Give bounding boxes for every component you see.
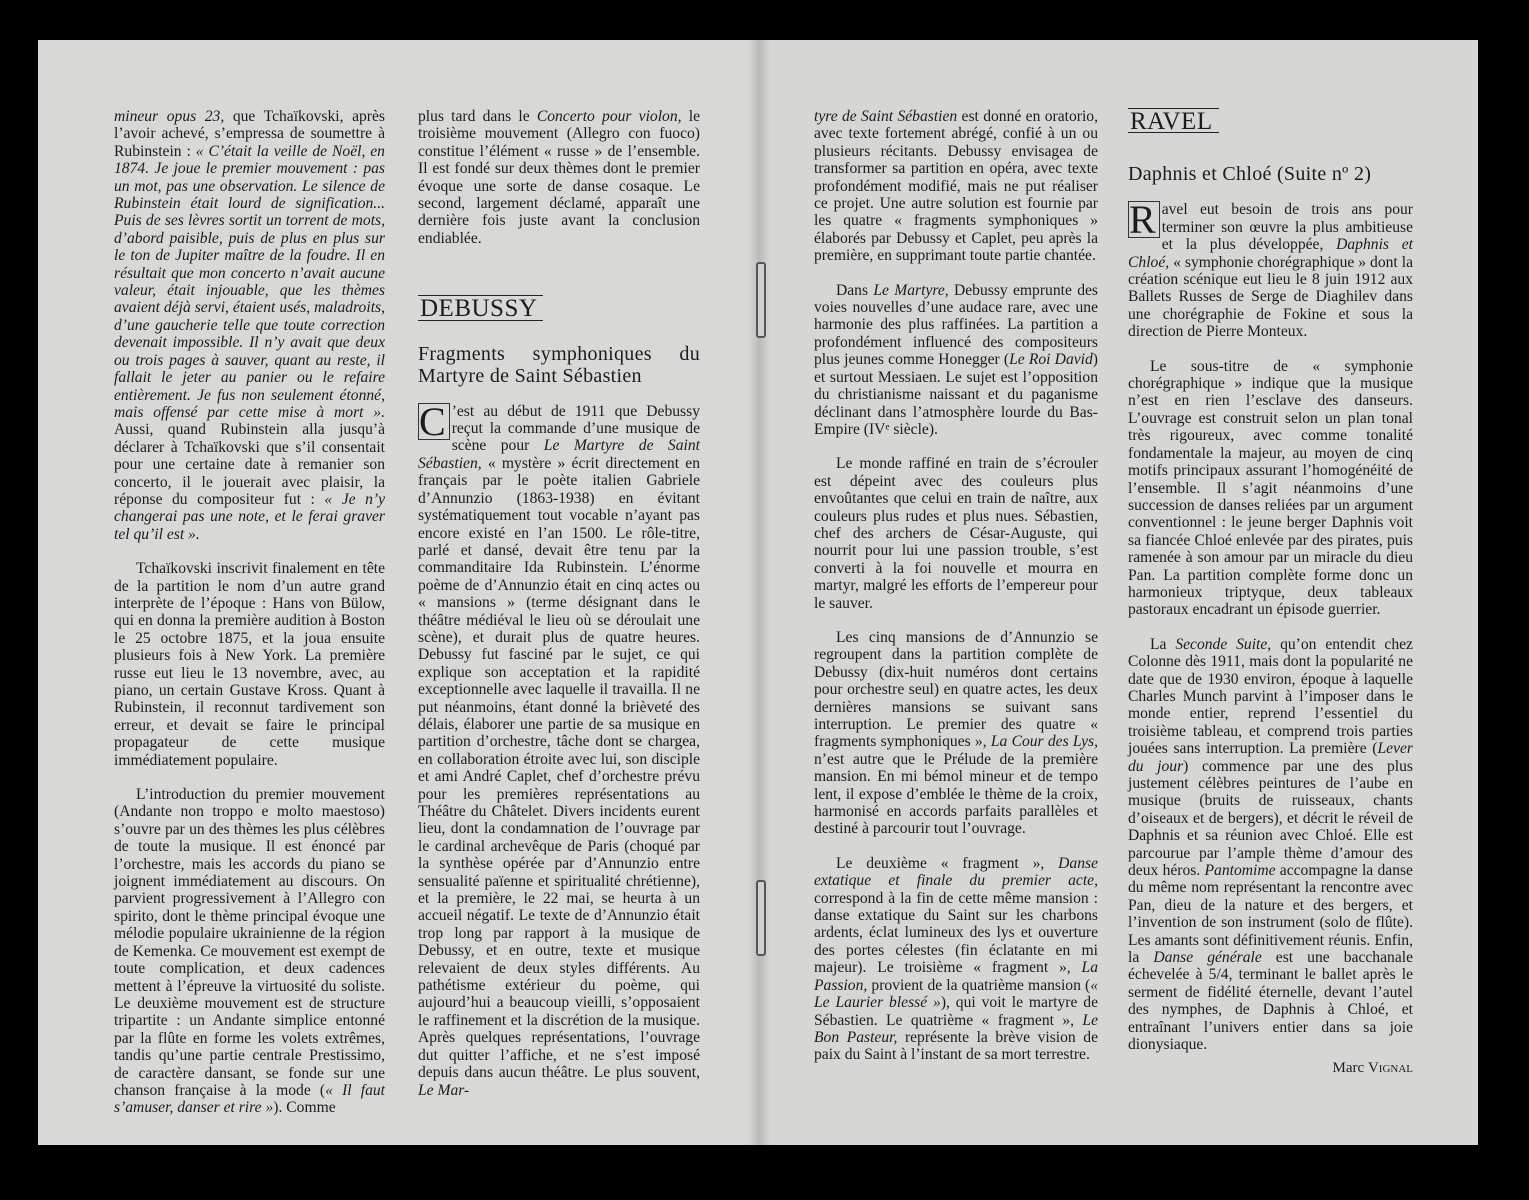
text-italic: Le Martyre, xyxy=(873,281,949,299)
text: est une bacchanale échevelée à 5/4, terminant le ballet après le serment de fidélité éternelle, devant l’autel des nymphes, de Daphnis à Chloé, et entraînant l’univers entier dans sa joie dionysiaque. xyxy=(1128,949,1413,1054)
author-first-name: Marc xyxy=(1332,1059,1368,1076)
text-italic: mineur opus 23, xyxy=(114,108,225,125)
column-4 xyxy=(1128,108,1413,1077)
text: plus tard dans le xyxy=(418,108,537,125)
text: ) commence par une des plus justement célèbres peintures de l’aube en musique (bruits de ruisseaux, chants d’oiseaux et de bergers), et décrit le réveil de Daphnis et sa réunion avec Chloé. Elle est parcourue par l’ample thème d’amour des deux héros. xyxy=(1128,757,1413,880)
text-italic: Le Bon Pasteur, xyxy=(814,1011,1098,1046)
text: ). Comme xyxy=(273,1099,336,1117)
quote: « Il faut s’amuser, danser et rire » xyxy=(114,1081,385,1117)
text-italic: Le Martyre de Saint Sébastien, xyxy=(418,437,700,472)
column-1 xyxy=(114,108,385,1134)
text: La xyxy=(1150,635,1176,653)
text-italic: La Passion, xyxy=(814,959,1098,994)
quote: « Je n’y changerai pas une note, et le ferai graver tel qu’il est ». xyxy=(114,490,385,543)
text: représente la brève vision de paix du Saint à l’instant de sa mort terrestre. xyxy=(814,1028,1098,1064)
text: Le deuxième « fragment », xyxy=(836,854,1059,872)
text-italic: Le Roi David xyxy=(1009,351,1093,369)
paragraph xyxy=(114,786,385,1117)
staple-bottom xyxy=(756,880,766,956)
text-italic: La Cour des Lys, xyxy=(990,733,1098,751)
text-italic: Lever du jour xyxy=(1128,740,1413,775)
text-italic: Pantomime xyxy=(1204,862,1276,880)
column-3 xyxy=(814,108,1098,1081)
text: Les cinq mansions de d’Annunzio se regroupent dans la partition complète de Debussy (dix-huit numéros dont certains pour orchestre seul) en quatre actes, les deux dernières mansions se suivant sans interruption. Le premier des quatre « fragments symphoniques », xyxy=(814,628,1098,751)
paragraph xyxy=(814,108,1098,265)
author-signature xyxy=(1128,1060,1413,1077)
paragraph: Tchaïkovski inscrivit finalement en tête de la partition le nom d’un autre grand interprète de l’époque : Hans von Bülow, qui en donna la première audition à Boston le 25 octobre 1875, et la joua ensuite plusieurs fois à New York. La première russe eut lieu le 13 novembre, avec, au piano, un certain Gustave Kross. Quant à Rubinstein, il reconnut tardivement son erreur, et devait se faire le principal propagateur de cette musique immédiatement populaire. xyxy=(114,560,385,769)
text: ’est au début de 1911 que Debussy reçut la commande d’une musique de scène pour xyxy=(451,402,700,455)
text: L’introduction du premier mouvement (Andante non troppo e molto maestoso) s’ouvre par un des thèmes les plus célèbres de toute la musique. Il est énoncé par l’orchestre, mais les accords du piano se joignent immédiatement au discours. On parvient progressivement à l’Allegro con spirito, dont le thème principal évoque une mélodie populaire ukrainienne de la région de Kemenka. Ce mouvement est exempt de toute complication, et deux cadences mettent à l’épreuve la virtuosité du soliste. Le deuxième mouvement est de structure tripartite : un Andante simplice entonné par la flûte en forme les volets extrêmes, tandis qu’une partie centrale Prestissimo, de caractère dansant, se fonde sur une chanson française à la mode ( xyxy=(114,786,385,1099)
text: provient de la quatrième mansion ( xyxy=(867,976,1091,994)
paragraph xyxy=(1128,636,1413,1054)
drop-cap: R xyxy=(1128,201,1160,238)
section-heading: DEBUSSY xyxy=(418,295,543,320)
paragraph xyxy=(418,398,700,1099)
text: est donné en oratorio, avec texte fortement abrégé, confié à un ou plusieurs récitants. Debussy envisagea de transformer sa partition en opéra, avec texte profondément modifié, mais ne put réaliser ce projet. Une autre solution est fournie par les quatre « fragments symphoniques » élaborés par Debussy et Caplet, peu après la première, en supprimant toute partie chantée. xyxy=(814,108,1098,265)
column-2 xyxy=(418,108,700,1116)
text-italic: tyre de Saint Sébastien xyxy=(814,108,958,125)
paragraph xyxy=(814,855,1098,1064)
section-heading: RAVEL xyxy=(1128,108,1219,133)
staple-top xyxy=(756,262,766,338)
text: Debussy emprunte des voies nouvelles d’une audace rare, avec une harmonie des plus raffinées. La partition a profondément influencé des compositeurs plus jeunes comme Honegger ( xyxy=(814,281,1098,369)
text: « mystère » écrit directement en français par le poète italien Gabriele d’Annunzio (1863-1938) en évitant systématiquement tout vocable n’ayant pas encore existé en l’an 1500. Le rôle-titre, parlé et dansé, devait être tenu par la commanditaire Ida Rubinstein. L’énorme poème de d’Annunzio était en cinq actes ou « mansions » (terme désignant dans le théâtre médiéval le lieu où se déroulait une scène), et durait plus de quatre heures. Debussy fut fasciné par le sujet, ce qui explique son acceptation et la rapidité exceptionnelle avec laquelle il travailla. Il ne put néanmoins, étant donné la brièveté des délais, élaborer une partie de sa musique en partition d’orchestre, tâche dont se chargea, en collaboration étroite avec lui, son disciple et ami André Caplet, chef d’orchestre prévu pour les premières représentations au Théâtre du Châtelet. Divers incidents eurent lieu, dont la condamnation de l’ouvrage par le cardinal archevêque de Paris (choqué par la synthèse opérée par d’Annunzio entre sensualité païenne et spiritualité chrétienne), et la première, le 22 mai, se heurta à un accueil négatif. Le texte de d’Annunzio était trop long par rapport à la musique de Debussy, et en outre, texte et musique relevaient de deux styles différents. Au pathétisme extérieur du poème, qui aujourd’hui a beaucoup vieilli, s’opposaient le raffinement et la discrétion de la musique. Après quelques représentations, l’ouvrage dut quitter l’affiche, et ne s’est imposé depuis dans aucun théâtre. Le plus souvent, xyxy=(418,454,700,1082)
text-italic: Seconde Suite, xyxy=(1175,635,1272,653)
drop-cap: C xyxy=(418,403,450,440)
paragraph xyxy=(418,108,700,247)
paragraph xyxy=(814,629,1098,838)
text: le troisième mouvement (Allegro con fuoco) constitue l’élément « russe » de l’ensemble. Il est fondé sur deux thèmes dont le premier évoque une sorte de danse cosaque. Le second, largement déclamé, apparaît une dernière fois juste avant la conclusion endiablée. xyxy=(418,108,701,247)
text: ), qui voit le martyre de Sébastien. Le quatrième « fragment », xyxy=(814,994,1098,1029)
booklet-fold xyxy=(748,40,770,1145)
text: « symphonie chorégraphique » dont la création scénique eut lieu le 8 juin 1912 aux Ballets Russes de Serge de Diaghilev dans une chorégraphie de Fokine et sous la direction de Pierre Monteux. xyxy=(1128,253,1413,341)
text: ) et surtout Messiaen. Le sujet est l’opposition du christianisme naissant et du paganisme déclinant dans l’atmosphère lourde du Bas-Empire (IVᵉ siècle). xyxy=(814,351,1098,438)
text: qu’on entendit chez Colonne dès 1911, mais dont la popularité ne date que de 1930 environ, époque à laquelle Charles Munch parvint à l’imposer dans le monde entier, reprend l’essentiel du troisième tableau, et comprend trois parties jouées sans interruption. La première ( xyxy=(1128,635,1413,758)
text-italic: Danse extatique et finale du premier acte, xyxy=(814,854,1098,890)
paragraph: Le sous-titre de « symphonie chorégraphique » indique que la musique n’est en rien l’esclave des danseurs. L’ouvrage est construit selon un plan tonal très rigoureux, avec comme tonalité fondamentale la majeur, au moyen de cinq motifs principaux assurant l’homogénéité de l’ensemble. Il s’agit néanmoins d’une succession de danses reliées par un argument conventionnel : le jeune berger Daphnis voit sa fiancée Chloé enlevée par des pirates, puis ramenée à son amour par un miracle du dieu Pan. La partition complète forme donc un harmonieux triptyque, deux tableaux pastoraux encadrant un épisode guerrier. xyxy=(1128,357,1413,619)
text-italic: Daphnis et Chloé, xyxy=(1128,236,1413,271)
text-italic: « Le Laurier blessé » xyxy=(814,976,1098,1012)
quote: « C’était la veille de Noël, en 1874. Je joue le premier mouvement : pas un mot, pas une observation. Le silence de Rubinstein était lourd de signification... Puis de ses lèvres sortit un torrent de mots, d’abord paisible, puis de plus en plus sur le ton de Jupiter maître de la foudre. Il en résultait que mon concerto n’avait aucune valeur, était injouable, que les thèmes avaient déjà servi, étaient usés, maladroits, d’une gaucherie telle que toute correction devenait impossible. Il n’y avait que deux ou trois pages à sauver, quant au reste, il fallait le jeter au panier ou le refaire entièrement. Je fus non seulement étonné, mais offensé par cette mise à mort ». xyxy=(114,142,385,421)
text: correspond à la fin de cette même mansion : danse extatique du Saint sur les charbons ardents, éclat lumineux des lys et ouverture des portes célestes (fin éclatante en mi majeur). Le troisième « fragment », xyxy=(814,889,1098,977)
author-last-name: Vignal xyxy=(1367,1059,1413,1076)
text-italic: Danse générale xyxy=(1153,949,1262,967)
paragraph xyxy=(114,108,385,543)
text-italic: Concerto pour violon, xyxy=(536,108,682,125)
section-subheading: Fragments symphoniques du Martyre de Saint Sébastien xyxy=(418,342,700,387)
text: n’est autre que le Prélude de la première mansion. En mi bémol mineur et de tempo lent, il expose d’emblée le thème de la croix, harmonisé en accords parfaits parallèles et destiné à parcourir tout l’ouvrage. xyxy=(814,750,1098,838)
text: accompagne la danse du même nom représentant la rencontre avec Pan, dieu de la nature et des bergers, et l’invention de son instrument (solo de flûte). Les amants sont définitivement réunis. Enfin, la xyxy=(1128,862,1413,967)
text: Aussi, quand Rubinstein alla jusqu’à déclarer à Tchaïkovski que s’il consentait pour une certaine date à remanier son concerto, il le jouerait avec plaisir, la réponse du compositeur fut : xyxy=(114,421,385,508)
text-italic: Le Mar- xyxy=(418,1081,470,1099)
text: que Tchaïkovski, après l’avoir achevé, s’empressa de soumettre à Rubinstein : xyxy=(114,108,385,160)
text: avel eut besoin de trois ans pour terminer son œuvre la plus ambitieuse et la plus développée, xyxy=(1161,201,1413,254)
paragraph: Le monde raffiné en train de s’écrouler est dépeint avec des couleurs plus envoûtantes que celui en train de naître, aux couleurs plus rudes et plus nues. Sébastien, chef des archers de César-Auguste, qui nourrit pour lui une passion trouble, s’est converti à la foi nouvelle et mourra en martyr, malgré les efforts de l’empereur pour le sauver. xyxy=(814,455,1098,612)
paragraph xyxy=(814,282,1098,439)
paragraph xyxy=(1128,197,1413,341)
section-subheading: Daphnis et Chloé (Suite nº 2) xyxy=(1128,163,1372,186)
text: Dans xyxy=(836,281,874,299)
